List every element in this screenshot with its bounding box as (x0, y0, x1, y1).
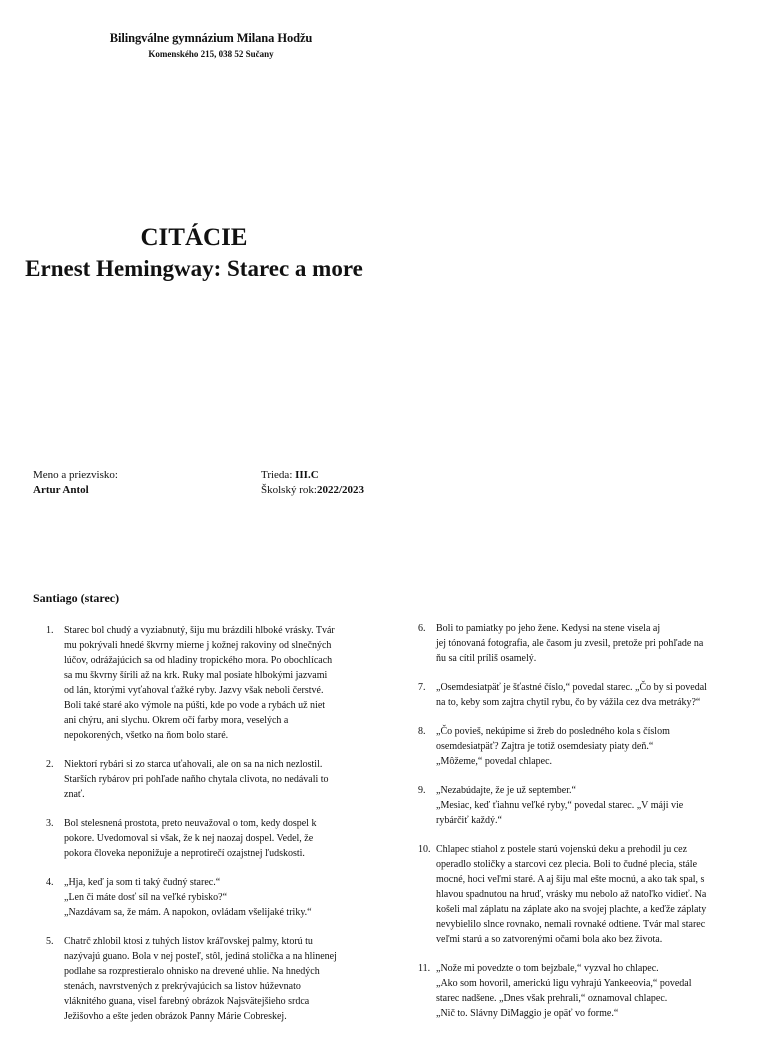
quote-item (46, 875, 362, 920)
quote-line: mu pokrývali hnedé škvrny mierne j kožnej rakoviny od slnečných (64, 640, 332, 651)
quote-item (418, 680, 763, 710)
quote-item (46, 934, 362, 1024)
quote-line: osemdesiatpäť? Zajtra je totiž osemdesiaty piaty deň.“ (436, 741, 654, 752)
school-address: Komenského 215, 038 52 Sučany (148, 49, 274, 59)
quote-line: Bol stelesnená prostota, preto neuvažoval o tom, kedy dospel k (64, 818, 317, 829)
quote-line: Boli také staré ako výmole na púšti, kde po vode a rybách už niet (64, 700, 326, 711)
quote-number: 10. (418, 844, 431, 855)
quotes-column-right (418, 621, 763, 1035)
year-value: 2022/2023 (316, 484, 364, 496)
quote-number: 11. (418, 963, 431, 974)
quote-number: 2. (46, 759, 54, 770)
quote-line: „Nože mi povedzte o tom bejzbale,“ vyzval ho chlapec. (436, 963, 659, 974)
name-label: Meno a priezvisko: (33, 469, 118, 481)
quote-line: Niektorí rybári si zo starca uťahovali, ale on sa na nich nezlostil. (64, 759, 323, 770)
name-value: Artur Antol (33, 484, 89, 496)
quote-item (46, 816, 362, 861)
quote-item (418, 621, 763, 666)
quote-line: Ježišovho a ešte jeden obrázok Panny Márie Cobreskej. (64, 1011, 287, 1022)
quote-line: „Mesiac, keď ťiahnu veľké ryby,“ povedal starec. „V máji vie (436, 800, 684, 811)
quote-line: pokore. Uvedomoval si však, že k nej naozaj dospel. Vedel, že (64, 833, 314, 844)
class-value: III.C (295, 469, 319, 481)
quote-line: košeli mal záplatu na záplate ako na svojej plachte, a keďže záplaty (436, 904, 707, 915)
year-row (261, 483, 364, 498)
quote-line: operadlo stoličky a starcovi cez plecia. Boli to čudné plecia, stále (436, 859, 698, 870)
quote-line: „Len či máte dosť síl na veľké rybisko?“ (64, 892, 228, 903)
quote-number: 8. (418, 726, 426, 737)
school-name: Bilingválne gymnázium Milana Hodžu (109, 31, 313, 45)
quote-line: Chatrč zhlobil ktosi z tuhých listov kráľovskej palmy, ktorú tu (64, 936, 313, 947)
title-sub: Ernest Hemingway: Starec a more (25, 256, 363, 281)
quote-line: Starec bol chudý a vyziabnutý, šiju mu brázdili hlboké vrásky. Tvár (64, 625, 335, 636)
quote-number: 5. (46, 936, 54, 947)
class-info (261, 468, 364, 498)
quote-line: stenách, navrstvených z prekrývajúcich sa listov húževnato (64, 981, 301, 992)
quote-line: nevybielilo slnce rovnako, nemali rovnaké odtiene. Tvár mal starec (436, 919, 706, 930)
quote-line: starec nadšene. „Dnes však prehrali,“ oznamoval chlapec. (436, 993, 668, 1004)
quote-line: „Osemdesiatpäť je šťastné číslo,“ povedal starec. „Čo by si povedal (436, 682, 707, 693)
quote-line: „Nezabúdajte, že je už september.“ (436, 785, 576, 796)
quote-line: mocné, hoci veľmi staré. A aj šiju mal ešte mocnú, a ako tak spal, s (436, 874, 705, 885)
quote-number: 6. (418, 623, 426, 634)
quote-line: nepokorených, všetko na ňom bolo staré. (64, 730, 229, 741)
quote-line: Boli to pamiatky po jeho žene. Kedysi na stene visela aj (436, 623, 661, 634)
quote-line: podlahe sa rozprestieralo ohnisko na drevené uhlie. Na hnedých (64, 966, 320, 977)
quote-line: „Hja, keď ja som ti taký čudný starec.“ (64, 877, 221, 888)
student-info (33, 468, 118, 498)
year-label: Školský rok: (261, 484, 317, 496)
quote-line: „Čo povieš, nekúpime si žreb do posledného kola s číslom (436, 726, 670, 737)
quote-line: veľmi starú a so zatvorenými očami bola ako bez života. (436, 934, 663, 945)
quote-line: pokora človeka neponižuje a neprotirečí ozajstnej ľudskosti. (64, 848, 305, 859)
section-title: Santiago (starec) (33, 591, 120, 605)
quote-line: sa mu škvrny šírili až na krk. Ruky mal posiate hlbokými jazvami (64, 670, 328, 681)
quotes-column-left (46, 623, 362, 1038)
quote-line: „Môžeme,“ povedal chlapec. (436, 756, 553, 767)
quote-line: na to, keby som zajtra chytil rybu, čo by vážila cez dva metráky?“ (436, 697, 701, 708)
quote-line: znať. (64, 789, 85, 800)
quote-line: Chlapec stiahol z postele starú vojenskú deku a prehodil ju cez (436, 844, 688, 855)
quote-number: 3. (46, 818, 54, 829)
quote-item (418, 783, 763, 828)
quote-line: „Ako som hovoril, americkú ligu vyhrajú Yankeeovia,“ povedal (436, 978, 692, 989)
quote-item (418, 961, 763, 1021)
quote-number: 4. (46, 877, 54, 888)
quote-item (418, 842, 763, 947)
quote-line: vláknitého guana, visel farebný obrázok Najsvätejšieho srdca (64, 996, 310, 1007)
quote-item (418, 724, 763, 769)
quote-line: „Nazdávam sa, že mám. A napokon, ovládam všelijaké triky.“ (64, 907, 312, 918)
quote-line: rybárčiť každý.“ (436, 815, 502, 826)
quote-line: ani chýru, ani slychu. Okrem očí farby mora, veselých a (64, 715, 289, 726)
quote-line: „Nič to. Slávny DiMaggio je opäť vo forme.“ (436, 1008, 619, 1019)
quote-item (46, 757, 362, 802)
quote-line: Starších rybárov pri pohľade naňho chytala clivota, no nedávali to (64, 774, 329, 785)
quote-line: od lán, ktorými vyťahoval ťažké ryby. Jazvy však neboli čerstvé. (64, 685, 324, 696)
quote-line: nazývajú guano. Bola v nej posteľ, stôl, jediná stolička a na hlinenej (64, 951, 337, 962)
quote-number: 7. (418, 682, 426, 693)
document-title (0, 222, 388, 285)
school-header (0, 31, 422, 59)
quote-line: hlavou spadnutou na hruď, vrásky mu nebolo až natoľko vidieť. Na (436, 889, 707, 900)
class-row (261, 468, 364, 483)
quote-line: jej tónovaná fotografia, ale časom ju zvesil, pretože pri pohľade na (436, 638, 704, 649)
quote-line: lúčov, odrážajúcich sa od hladiny tropického mora. Po obochlícach (64, 655, 333, 666)
class-label: Trieda: (261, 469, 293, 481)
quote-number: 1. (46, 625, 54, 636)
quote-line: ňu sa cítil príliš osamelý. (436, 653, 537, 664)
quote-item (46, 623, 362, 743)
quote-number: 9. (418, 785, 426, 796)
title-main: CITÁCIE (140, 224, 248, 251)
